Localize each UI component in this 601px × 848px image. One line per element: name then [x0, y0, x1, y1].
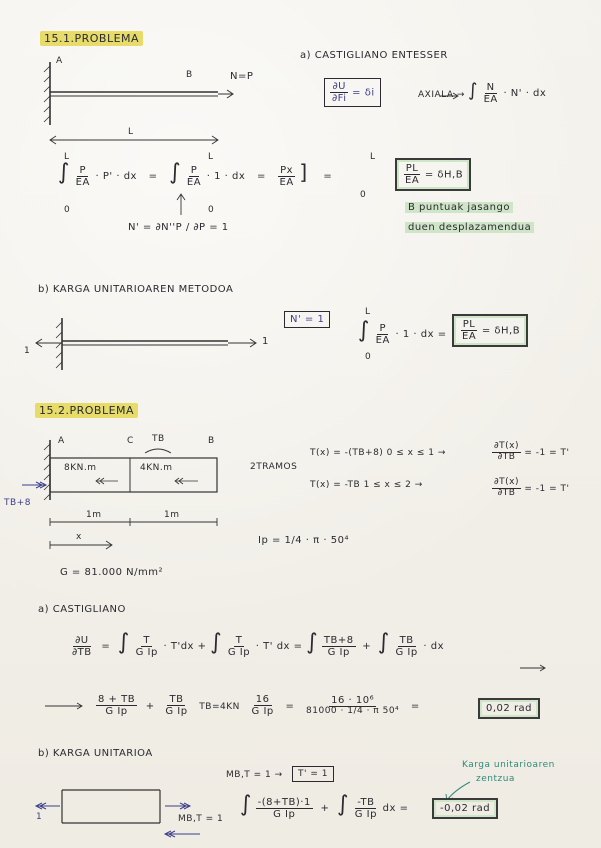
r-d4: 81000 · 1/4 · π 50⁴ — [306, 705, 400, 716]
r-d3: G Ip — [251, 706, 274, 717]
unit-box: N' = 1 — [284, 311, 330, 328]
dT-res-2: = -1 = T' — [524, 483, 570, 494]
g-value: G = 81.000 N/mm² — [60, 567, 163, 578]
r-d2: G Ip — [165, 706, 188, 717]
dT-2 — [492, 478, 570, 499]
lim-upper-b: L — [365, 307, 371, 317]
tprime-box: T' = 1 — [292, 766, 334, 782]
lim-lower-b: 0 — [365, 352, 372, 362]
cast-rhs: = δi — [352, 87, 375, 99]
c-lhs-d: ∂TB — [72, 646, 92, 658]
lim-lower-1: 0 — [64, 205, 71, 215]
b-res-rhs: = δH,B — [481, 325, 521, 337]
c-g2: G Ip — [227, 646, 251, 658]
section-b-title: b) KARGA UNITARIOAREN METODOA — [38, 284, 234, 295]
int-den: EA — [483, 93, 498, 105]
derivative-n: N' = ∂N''P / ∂P = 1 — [128, 222, 229, 233]
unit-load-equation: ∫ $\frac{-(8+TB)\cdot 1}{\text{G Ip}}$ + ∫ $\frac{-TB}{\text{G Ip}}$ dx = — [240, 792, 409, 820]
lim-upper-3: L — [370, 152, 376, 162]
c-g4: G Ip — [395, 646, 418, 658]
len-2: 1m — [164, 510, 180, 520]
dT-1 — [492, 442, 570, 463]
dT-num-2: ∂T(x) — [494, 477, 519, 487]
res-rhs: = δH,B — [424, 169, 464, 181]
unit-force-right: 1 — [262, 336, 269, 347]
mbt-1: MB,T = 1 → — [226, 770, 283, 780]
dT-res-1: = -1 = T' — [524, 447, 570, 458]
lim-upper-2: L — [208, 152, 214, 162]
note-line-2: duen desplazamendua — [405, 222, 534, 233]
force-label: N=P — [230, 71, 254, 82]
int-num: N — [486, 81, 495, 93]
dT-den-2: ∂TB — [497, 487, 516, 498]
result-box-b — [452, 314, 528, 347]
annotation-line-2: zentzua — [476, 774, 515, 784]
len-1: 1m — [86, 510, 102, 520]
dT-den-1: ∂TB — [497, 451, 516, 462]
c-tail3: · dx — [423, 641, 445, 652]
b-d1: G Ip — [273, 808, 296, 820]
problem-heading-15-1: 15.1.PROBLEMA — [40, 31, 143, 46]
eq-ea3: EA — [279, 176, 294, 188]
r-d1: G Ip — [105, 706, 128, 717]
axial-integral: ∫ $\frac{N}{EA}$ · N' · dx — [468, 80, 547, 105]
r-n4: 16 · 10⁶ — [331, 694, 375, 706]
c-n3: TB+8 — [323, 634, 354, 646]
cast-num: ∂U — [332, 81, 346, 92]
lim-lower-2: 0 — [208, 205, 215, 215]
mbt-2: MB,T = 1 — [178, 814, 224, 824]
x-label: x — [76, 532, 82, 542]
b-p: P — [379, 322, 386, 334]
energy-equation: ∫ $\frac{P}{EA}$ · P' · dx = ∫ $\frac{P}{EA}$ · 1 · dx = $\frac{Px}{EA}$ ] = — [58, 160, 333, 188]
reaction-label: TB+8 — [4, 498, 31, 508]
lim-lower-3: 0 — [360, 190, 367, 200]
eq-tail: · P' · dx — [95, 171, 137, 182]
c-t1: T — [143, 634, 150, 646]
eq-mid: · 1 · dx — [206, 171, 246, 182]
b-tail: dx = — [382, 803, 409, 814]
label-tb: TB — [152, 434, 165, 444]
left-one: 1 — [36, 812, 43, 822]
torque-4: 4KN.m — [140, 463, 173, 473]
unit-force-left: 1 — [24, 346, 31, 356]
eq-ea: EA — [75, 176, 90, 188]
b-n2: -TB — [357, 796, 375, 808]
b-d2: G Ip — [354, 808, 377, 820]
label-a: A — [56, 56, 63, 66]
lim-upper-1: L — [64, 152, 70, 162]
label-a-2: A — [58, 436, 65, 446]
tramos-label: 2TRAMOS — [250, 462, 298, 472]
label-b-2: B — [208, 436, 215, 446]
r-n1: 8 + TB — [98, 694, 136, 705]
eq-px: Px — [280, 164, 294, 176]
axiala-label: AXIALA → — [418, 90, 465, 100]
result-rad-box: 0,02 rad — [478, 698, 540, 719]
problem-heading-15-2: 15.2.PROBLEMA — [35, 403, 138, 418]
length-label: L — [128, 127, 134, 137]
torque-eq-1: T(x) = -(TB+8) 0 ≤ x ≤ 1 → — [310, 448, 446, 458]
torque-8: 8KN.m — [64, 463, 97, 473]
cast-den: ∂Fi — [332, 93, 347, 104]
unit-integral: ∫ $\frac{P}{EA}$ · 1 · dx = — [358, 318, 447, 346]
dT-num-1: ∂T(x) — [494, 441, 519, 451]
castigliano-box — [324, 78, 381, 107]
c-g1: G Ip — [135, 646, 158, 658]
b-res-num: PL — [462, 319, 476, 330]
torque-eq-2: T(x) = -TB 1 ≤ x ≤ 2 → — [310, 480, 423, 490]
b-n1: -(8+TB)·1 — [257, 796, 311, 808]
c-tail2: · T' dx = — [255, 641, 303, 652]
c-t2: T — [235, 634, 243, 646]
label-b: B — [186, 70, 193, 80]
result-box-1 — [395, 158, 471, 191]
b-res-den: EA — [462, 331, 477, 342]
note-line-1: B puntuak jasango — [405, 202, 513, 213]
r-n3: 16 — [255, 694, 270, 705]
section-a2-title: a) CASTIGLIANO — [38, 604, 126, 615]
c-tail1: · T'dx + — [163, 641, 207, 652]
r-sub: TB=4KN — [199, 701, 240, 712]
b-ea: EA — [375, 334, 390, 346]
annotation-line-1: Karga unitarioaren — [462, 760, 555, 770]
c-g3: G Ip — [327, 646, 350, 658]
eq-p: P — [79, 164, 86, 176]
res-den: EA — [405, 175, 420, 186]
label-c: C — [127, 436, 134, 446]
c-n4: TB — [399, 634, 414, 646]
eq-ea2: EA — [186, 176, 202, 188]
unit-result-box: -0,02 rad — [432, 798, 498, 819]
castigliano-equation: $\frac{\partial U}{\partial TB}$ = ∫ $\frac{T}{\text{G Ip}}$ · T'dx + ∫ $\frac{T}{\text{G Ip}}$ · T' dx = ∫ $\frac{TB+8}{\text{G Ip}}$ + ∫ $\frac{TB}{\text{G Ip}}$ · dx — [72, 630, 445, 658]
result-equation: $\frac{8 + TB}{\text{G Ip}}$ + $\frac{TB}{\text{G Ip}}$ TB=4KN $\frac{16}{\text{G Ip}}$ = $\frac{\text{16 · 10⁶}}{\text{81000 · 1/4 · π 50⁴}}$ = — [98, 694, 420, 717]
eq-p2: P — [190, 164, 198, 176]
c-lhs-n: ∂U — [75, 634, 89, 646]
b-int: · 1 · dx = — [395, 329, 447, 340]
res-num: PL — [405, 163, 419, 174]
r-n2: TB — [169, 694, 184, 705]
int-tail: · N' · dx — [503, 88, 547, 99]
section-a-title: a) CASTIGLIANO ENTESSER — [300, 50, 448, 61]
section-b2-title: b) KARGA UNITARIOA — [38, 748, 153, 759]
ip-formula: Ip = 1/4 · π · 50⁴ — [258, 535, 349, 546]
